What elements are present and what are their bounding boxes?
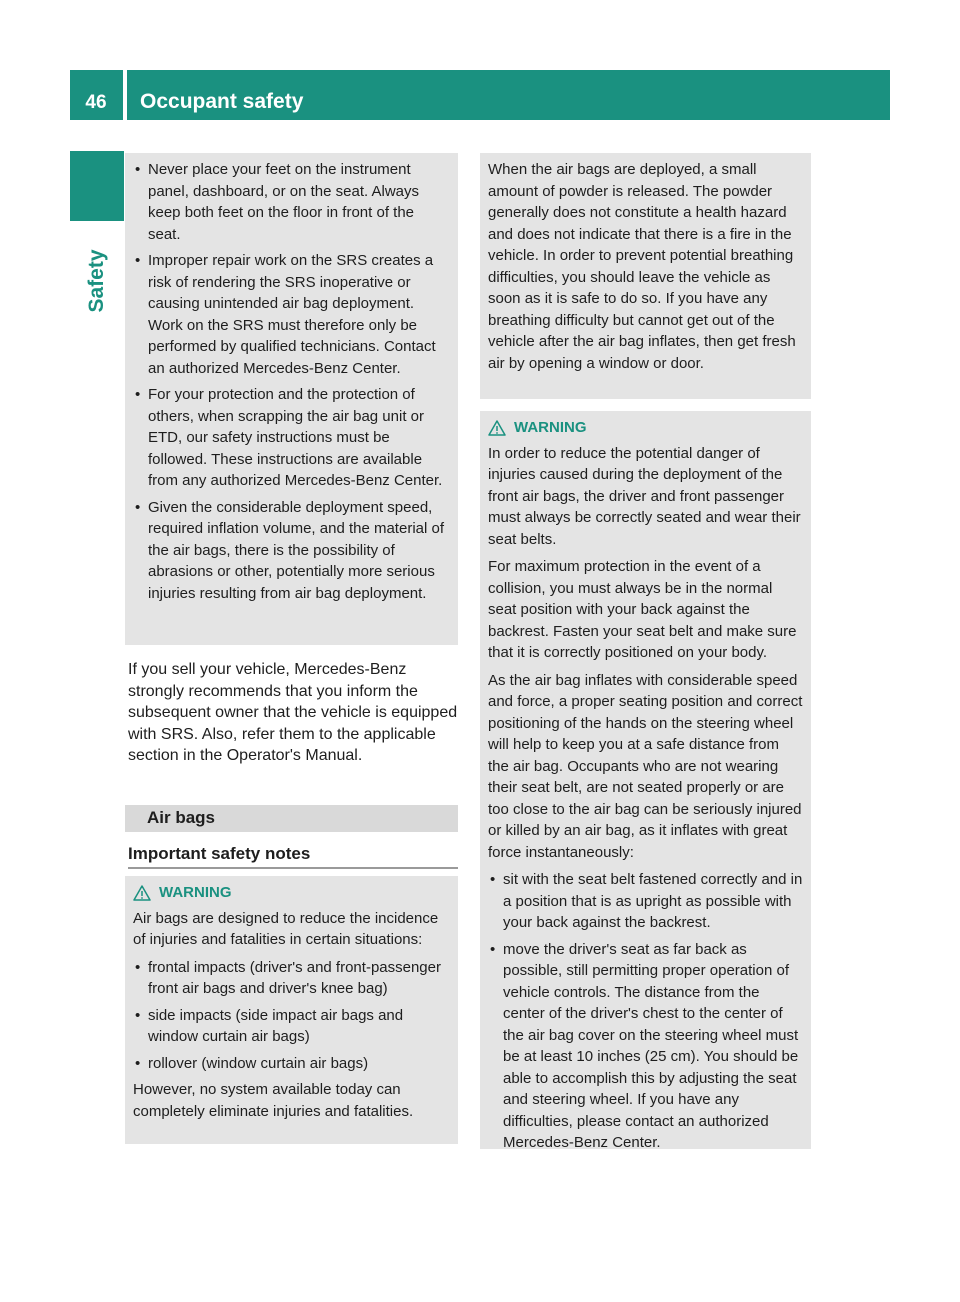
- page-number: 46: [85, 92, 107, 113]
- header-divider: [123, 70, 127, 120]
- warning-label: WARNING: [159, 884, 232, 901]
- warning-outro: However, no system available today can completely eliminate injuries and fatalities.: [133, 1081, 414, 1120]
- side-tab-text: Safety: [85, 249, 108, 313]
- chapter-title: Occupant safety: [140, 90, 304, 113]
- list-item: • sit with the seat belt fastened correctly and in a position that is as upright as possible with your back against the backrest.: [490, 871, 803, 931]
- right-powder-info-box: [480, 153, 811, 399]
- sell-vehicle-paragraph: If you sell your vehicle, Mercedes-Benz strongly recommends that you inform the subsequent owner that the vehicle is equipped with SRS. Also, refer them to the applicable section in the Operator's Manual.: [128, 661, 458, 764]
- list-item: • For your protection and the protection of others, when scrapping the air bag unit or ETD, our safety instructions must be followed. These instructions are available from any authorized Mercedes-Benz Center.: [135, 386, 443, 489]
- side-tab-block: [70, 151, 124, 221]
- left-warning-box: [125, 876, 458, 1144]
- list-item: • frontal impacts (driver's and front-passenger front air bags and driver's knee bag): [135, 958, 441, 997]
- list-item: • Improper repair work on the SRS creates a risk of rendering the SRS inoperative or causing unintended air bag deployment. Work on the SRS must therefore only be performed by qualified technicians. Contact an authorized Mercedes-Benz Center.: [135, 252, 436, 377]
- warning-header: [133, 882, 450, 904]
- left-safety-bullets: [133, 159, 450, 604]
- section-title: Air bags: [147, 808, 216, 827]
- right-warning-box: [480, 411, 811, 1149]
- left-safety-notes-box: [125, 153, 458, 645]
- section-subtitle: Important safety notes: [128, 844, 458, 869]
- list-item: • rollover (window curtain air bags): [135, 1054, 369, 1072]
- warning-triangle-icon: [488, 420, 506, 436]
- list-item: • move the driver's seat as far back as possible, still permitting proper operation of vehicle controls. The distance from the center of the driver's chest to the center of the air bag cover on the steering wheel must be at least 10 inches (25 cm). You should be able to accomplish this by adjusting the seat and steering wheel. If you have any difficulties, please contact an authorized Mercedes-Benz Center.: [490, 940, 799, 1151]
- warning-triangle-icon: [133, 885, 151, 901]
- side-tab-label: [70, 226, 124, 336]
- section-heading-band: [125, 805, 458, 832]
- list-item: • side impacts (side impact air bags and window curtain air bags): [135, 1006, 404, 1045]
- list-item: • Never place your feet on the instrument panel, dashboard, or on the seat. Always keep both feet on the floor in front of the seat.: [135, 161, 420, 243]
- powder-info-text: When the air bags are deployed, a small amount of powder is released. The powder generally does not constitute a health hazard and does not indicate that there is a fire in the vehicle. In order to prevent potential breathing difficulties, you should leave the vehicle as soon as it is safe to do so. If you have any breathing difficulty but cannot get out of the vehicle after the air bag inflates, then get fresh air by opening a window or door.: [488, 161, 796, 372]
- warning-label: WARNING: [514, 419, 587, 436]
- warning-header: [488, 417, 803, 439]
- warning-intro: Air bags are designed to reduce the incidence of injuries and fatalities in certain situations:: [133, 909, 439, 948]
- warning-bullets: [133, 957, 450, 1075]
- warning-bullets: [488, 869, 803, 1154]
- warning-paragraph: In order to reduce the potential danger of injuries caused during the deployment of the front air bags, the driver and front passenger must always be correctly seated and wear their seat belts.: [488, 444, 801, 548]
- list-item: • Given the considerable deployment speed, required inflation volume, and the material of the air bags, there is the possibility of abrasions or other, potentially more serious injuries resulting from air bag deployment.: [135, 498, 445, 602]
- warning-paragraph: As the air bag inflates with considerable speed and force, a proper seating position and correct positioning of the hands on the steering wheel will help to keep you at a safe distance from the air bag. Occupants who are not wearing their seat belt, are not seated properly or are too close to the air bag can be seriously injured or killed by an air bag, as it inflates with great force instantaneously:: [488, 671, 803, 861]
- warning-paragraph: For maximum protection in the event of a collision, you must always be in the normal seat position with your back against the backrest. Fasten your seat belt and make sure that it is correctly positioned on your body.: [488, 558, 797, 661]
